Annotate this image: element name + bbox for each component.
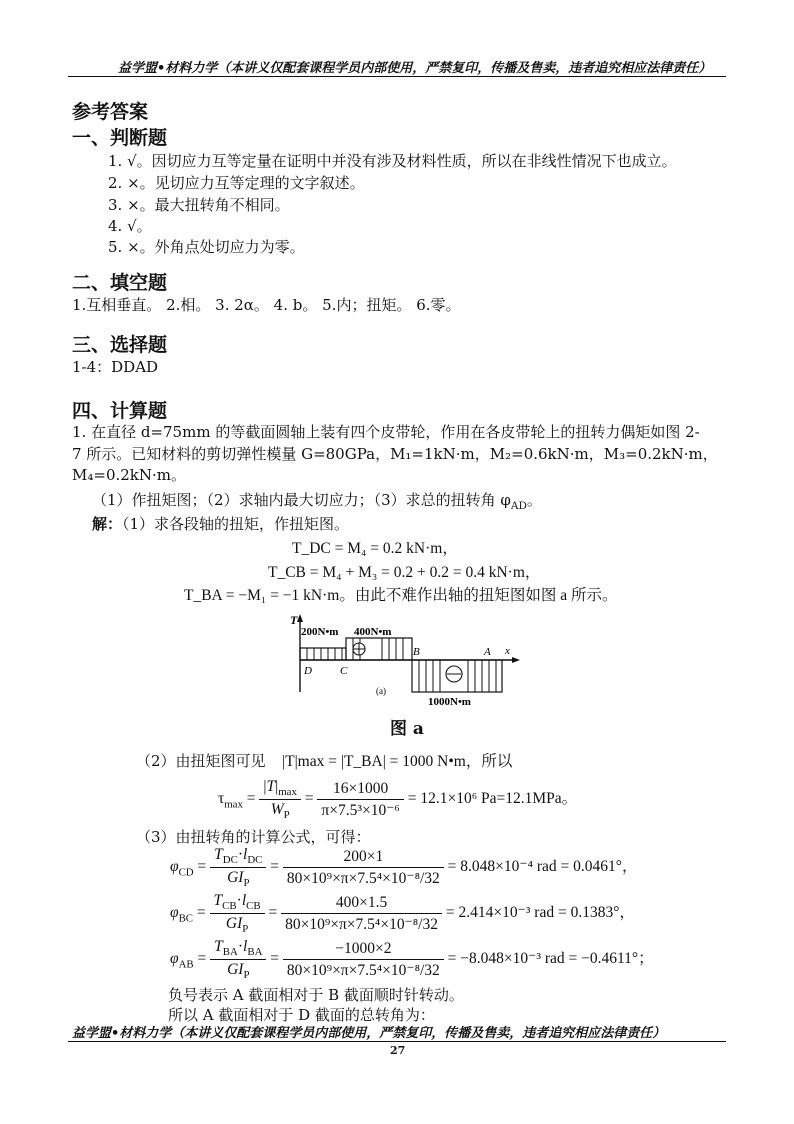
axis-x-label: x [505,645,510,657]
judgement-item-4: 4. √。 [108,217,152,235]
eq-tdc: T_DC = M₄ = 0.2 kN·m， [292,540,458,557]
choice-answers: 1-4：DDAD [72,358,159,376]
note-2: 所以 A 截面相对于 D 截面的总转角为： [168,1006,435,1024]
note-1: 负号表示 A 截面相对于 B 截面顺时针转动。 [168,986,464,1004]
section-heading-choice: 三、选择题 [72,334,168,356]
eq-tcb: T_CB = M₄ + M₃ = 0.2 + 0.2 = 0.4 kN·m， [268,564,541,581]
point-a: A [484,646,491,658]
label-400: 400N•m [354,626,392,638]
step-3-text: （3）由扭转角的计算公式，可得： [136,828,371,846]
phi-bc-equation: $\varphi_{BC}$ = $\frac{T_{CB}\cdot l_{CB}}{GI_P}$ = $\frac{400\times 1.5}{\text{80×10⁹×π×7.5⁴×10⁻⁸/32}}$ = 2.414×10⁻³ rad = 0.1383°， [170,892,635,936]
section-heading-fill: 二、填空题 [72,272,168,294]
page-footer: 益学盟•材料力学（本讲义仅配套课程学员内部使用，严禁复印，传播及售卖，违者追究相应法律责任） [72,1026,666,1041]
fill-answers: 1.互相垂直。 2.相。 3. 2α。 4. b。 5.内；扭矩。 6.零。 [72,296,461,314]
axis-t-label: T [290,613,298,627]
step-2-text: （2）由扭矩图可见 [136,752,266,770]
step-2-eq: |T|max = |T_BA| = 1000 N•m，所以 [282,753,513,770]
header-rule [68,76,726,77]
page-title: 参考答案 [72,101,149,123]
point-d: D [304,665,312,677]
x-axis-arrow [512,657,520,663]
figure-sub-label: (a) [376,686,386,696]
point-c: C [340,665,348,677]
eq-tba: T_BA = −M₁ = −1 kN·m。由此不难作出轴的扭矩图如图 a 所示。 [184,587,618,604]
tau-equation: $\tau_{max}$ = $\frac{|T|_{max}}{W_P}$ = $\frac{16\times 1000}{\text{π×7.5³×10⁻⁶}}$ = 12.1×10⁶ Pa=12.1MPa。 [218,778,578,822]
t-axis-arrow [297,614,303,622]
page-header: 益学盟•材料力学（本讲义仅配套课程学员内部使用，严禁复印，传播及售卖，违者追究相应法律责任） [118,61,712,76]
footer-rule [68,1041,726,1042]
problem-line-1: 1. 在直径 d=75mm 的等截面圆轴上装有四个皮带轮，作用在各皮带轮上的扭转力偶矩如图 2- [72,423,700,441]
judgement-item-5: 5. ×。外角点处切应力为零。 [108,238,305,256]
problem-line-2: 7 所示。已知材料的剪切弹性模量 G=80GPa，M₁=1kN·m，M₂=0.6kN·m，M₃=0.2kN·m， [72,445,718,463]
phi-ab-equation: $\varphi_{AB}$ = $\frac{T_{BA}\cdot l_{BA}}{GI_P}$ = $\frac{-1000\times 2}{\text{80×10⁹×π×7.5⁴×10⁻⁸/32}}$ = −8.048×10⁻³ rad = −0.4611°； [170,938,654,982]
torque-diagram [284,612,524,712]
problem-line-3: M₄=0.2kN·m。 [72,466,187,484]
section-heading-calc: 四、计算题 [72,400,168,422]
phi-cd-equation: $\varphi_{CD}$ = $\frac{T_{DC}\cdot l_{DC}}{GI_P}$ = $\frac{200\times 1}{\text{80×10⁹×π×7.5⁴×10⁻⁸/32}}$ = 8.048×10⁻⁴ rad = 0.0461°， [170,846,638,890]
judgement-item-2: 2. ×。见切应力互等定理的文字叙述。 [108,174,365,192]
solution-step-1: 解：（1）求各段轴的扭矩，作扭矩图。 [92,515,350,533]
judgement-item-1: 1. √。因切应力互等定量在证明中并没有涉及材料性质，所以在非线性情况下也成立。 [108,152,677,170]
hatch-dc [307,648,342,660]
label-1000: 1000N•m [428,696,471,708]
figure-caption: 图 a [390,719,424,739]
label-200: 200N•m [301,626,339,638]
judgement-item-3: 3. ×。最大扭转角不相同。 [108,196,290,214]
problem-tasks: （1）作扭矩图；（2）求轴内最大切应力；（3）求总的扭转角 $\varphi_{AD}$。 [92,491,542,512]
page-number: 27 [390,1044,406,1057]
point-b: B [413,646,420,658]
section-heading-judgement: 一、判断题 [72,127,168,149]
